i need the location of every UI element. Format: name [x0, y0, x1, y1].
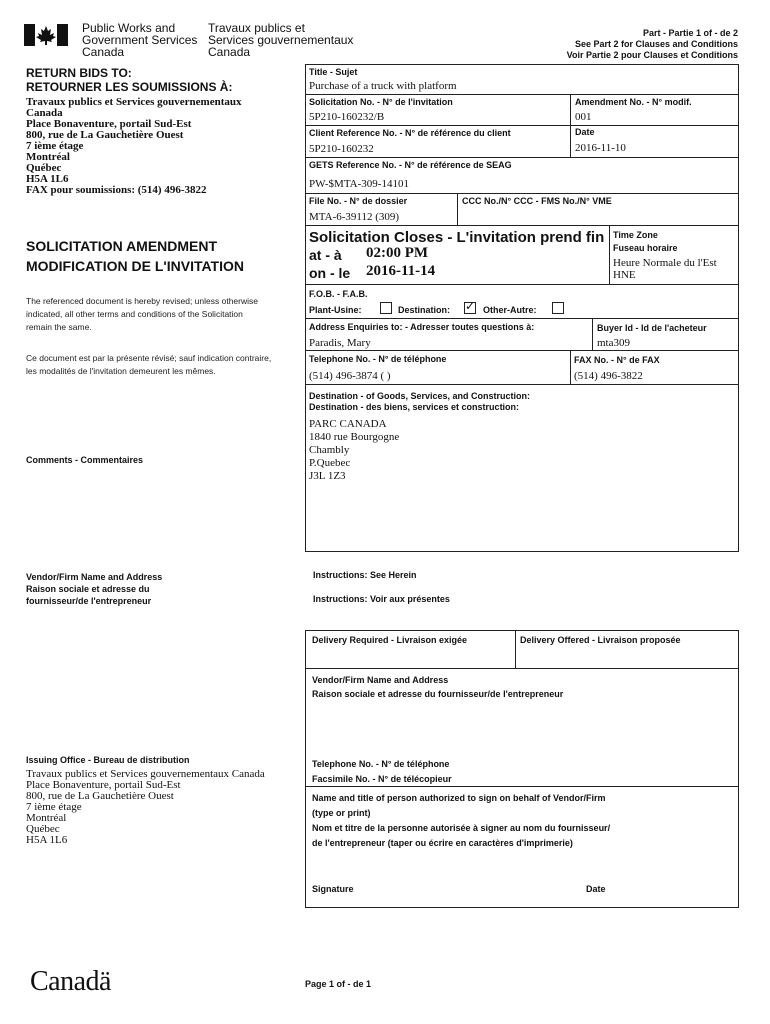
amendment-number-label: Amendment No. - N° modif. [575, 97, 692, 107]
amendment-title [26, 236, 244, 276]
solicitation-number-label: Solicitation No. - N° de l'invitation [309, 97, 453, 107]
telephone-label: Telephone No. - N° de téléphone [309, 354, 447, 364]
delivery-offered-label: Delivery Offered - Livraison proposée [520, 635, 681, 645]
dept-fr-line: Services gouvernementaux [208, 33, 354, 47]
amendment-number-value: 001 [575, 111, 592, 123]
tz-value-line: Heure Normale du l'Est [613, 257, 717, 269]
delivery-required-label: Delivery Required - Livraison exigée [312, 635, 468, 645]
signer-label-line: (type or print) [312, 808, 371, 818]
vendor-label [26, 571, 162, 607]
vendor-firm-label-line: Vendor/Firm Name and Address [312, 675, 449, 685]
dept-fr-line: Travaux publics et [208, 21, 305, 35]
fax-label: FAX No. - N° de FAX [574, 355, 660, 365]
part-line: See Part 2 for Clauses and Conditions [574, 39, 738, 49]
on-label: on - le [309, 265, 351, 281]
authorized-signer-label [312, 791, 610, 851]
address-line: 800, rue de La Gauchetière Ouest [26, 129, 184, 141]
destination-label-line: Destination - of Goods, Services, and Construction: [309, 391, 531, 401]
other-autre-checkbox[interactable] [552, 302, 564, 314]
vendor-firm-label-line: Raison sociale et adresse du fournisseur/de l'entrepreneur [312, 689, 564, 699]
note-line: les modalités de l'invitation demeurent les mêmes. [26, 366, 216, 376]
address-enquiries-label: Address Enquiries to: - Adresser toutes questions à: [309, 322, 535, 332]
address-line: Québec [26, 823, 60, 835]
address-line: Montréal [26, 151, 70, 163]
instructions-en: Instructions: See Herein [313, 570, 417, 580]
part-line: Part - Partie 1 of - de 2 [642, 28, 738, 38]
return-bids-address [26, 97, 242, 196]
address-line: Travaux publics et Services gouvernementaux [26, 96, 242, 108]
destination-label-line: Destination - des biens, services et construction: [309, 402, 520, 412]
comments-label: Comments - Commentaires [26, 455, 144, 465]
at-label: at - à [309, 247, 342, 263]
destination-checkbox[interactable] [464, 299, 476, 314]
department-name-fr [208, 22, 353, 58]
address-line: H5A 1L6 [26, 173, 69, 185]
address-line: PARC CANADA [309, 418, 387, 430]
client-reference-value: 5P210-160232 [309, 143, 374, 155]
note-line: Ce document est par la présente révisé; sauf indication contraire, [26, 353, 272, 363]
issuing-office-address [26, 769, 265, 846]
address-line: Québec [26, 162, 62, 174]
address-line: 1840 rue Bourgogne [309, 431, 400, 443]
department-name-en [82, 22, 197, 58]
return-bids-title-line: RETURN BIDS TO: [26, 66, 132, 80]
fax-value: (514) 496-3822 [574, 370, 643, 382]
page-number: Page 1 of - de 1 [305, 979, 372, 989]
solicitation-closes-title: Solicitation Closes - L'invitation prend fin [309, 229, 605, 246]
ccc-number-label: CCC No./N° CCC - FMS No./N° VME [462, 196, 612, 206]
canada-wordmark: Canadä [30, 966, 111, 997]
date-value: 2016-11-10 [575, 142, 626, 154]
dept-en-line: Canada [82, 45, 125, 59]
fob-label: F.O.B. - F.A.B. [309, 289, 368, 299]
vendor-label-line: Vendor/Firm Name and Address [26, 572, 163, 582]
destination-goods-label [309, 391, 530, 413]
amendment-title-line: SOLICITATION AMENDMENT [26, 238, 218, 254]
closing-date-value: 2016-11-14 [366, 263, 436, 279]
canada-flag-logo [24, 24, 68, 46]
issuing-office-label: Issuing Office - Bureau de distribution [26, 755, 190, 765]
address-line: J3L 1Z3 [309, 470, 346, 482]
address-line: Place Bonaventure, portail Sud-Est [26, 779, 181, 791]
signer-label-line: de l'entrepreneur (taper ou écrire en caractères d'imprimerie) [312, 838, 573, 848]
telephone-value: (514) 496-3874 ( ) [309, 370, 391, 382]
return-bids-title-line: RETOURNER LES SOUMISSIONS À: [26, 80, 233, 94]
amendment-note-fr [26, 352, 271, 378]
dept-en-line: Government Services [82, 33, 198, 47]
amendment-title-line: MODIFICATION DE L'INVITATION [26, 258, 244, 274]
return-bids-title [26, 66, 232, 94]
title-label: Title - Sujet [309, 67, 358, 77]
delivery-offered-field[interactable] [517, 648, 737, 666]
part-line: Voir Partie 2 pour Clauses et Conditions [566, 50, 738, 60]
vendor-label-line: Raison sociale et adresse du [26, 584, 150, 594]
instructions-fr: Instructions: Voir aux présentes [313, 594, 450, 604]
title-value: Purchase of a truck with platform [309, 80, 457, 92]
dept-fr-line: Canada [208, 45, 251, 59]
gets-reference-value: PW-$MTA-309-14101 [309, 178, 409, 190]
address-line: 800, rue de La Gauchetière Ouest [26, 790, 174, 802]
client-reference-label: Client Reference No. - N° de référence du client [309, 128, 511, 138]
solicitation-number-value: 5P210-160232/B [309, 111, 385, 123]
address-line: 7 ième étage [26, 140, 84, 152]
signature-date-label: Date [586, 884, 606, 894]
vendor-telephone-label: Telephone No. - N° de téléphone [312, 759, 450, 769]
delivery-required-field[interactable] [307, 648, 513, 666]
note-line: indicated, all other terms and conditions of the Solicitation [26, 309, 243, 319]
vendor-firm-field[interactable] [307, 702, 737, 752]
vendor-firm-label [312, 673, 563, 701]
file-number-value: MTA-6-39112 (309) [309, 211, 400, 223]
checkmark-icon: ✓ [465, 299, 476, 313]
note-line: remain the same. [26, 322, 92, 332]
address-line: Canada [26, 107, 63, 119]
address-line: Chambly [309, 444, 350, 456]
address-enquiries-value: Paradis, Mary [309, 337, 371, 349]
other-autre-label: Other-Autre: [483, 305, 537, 315]
signer-label-line: Name and title of person authorized to sign on behalf of Vendor/Firm [312, 793, 606, 803]
address-line: FAX pour soumissions: (514) 496-3822 [26, 184, 207, 196]
address-line: H5A 1L6 [26, 834, 68, 846]
amendment-note-en [26, 295, 258, 334]
buyer-id-label: Buyer Id - Id de l'acheteur [597, 323, 707, 333]
maple-leaf-icon [24, 24, 68, 46]
vendor-facsimile-label: Facsimile No. - N° de télécopieur [312, 774, 452, 784]
gets-reference-label: GETS Reference No. - N° de référence de SEAG [309, 160, 512, 170]
plant-usine-label: Plant-Usine: [309, 305, 362, 315]
address-line: Travaux publics et Services gouvernementaux Canada [26, 768, 265, 780]
time-zone-label [613, 229, 678, 255]
plant-usine-checkbox[interactable] [380, 302, 392, 314]
file-number-label: File No. - N° de dossier [309, 196, 408, 206]
buyer-id-value: mta309 [597, 337, 630, 349]
address-line: P.Quebec [309, 457, 351, 469]
tz-label-line: Fuseau horaire [613, 243, 678, 253]
address-line: Montréal [26, 812, 67, 824]
signature-label: Signature [312, 884, 354, 894]
time-zone-value [613, 257, 717, 281]
destination-address [309, 418, 399, 483]
address-line: Place Bonaventure, portail Sud-Est [26, 118, 192, 130]
destination-label: Destination: [398, 305, 451, 315]
vendor-label-line: fournisseur/de l'entrepreneur [26, 596, 152, 606]
dept-en-line: Public Works and [82, 21, 176, 35]
tz-label-line: Time Zone [613, 230, 658, 240]
address-line: 7 ième étage [26, 801, 82, 813]
closing-time-value: 02:00 PM [366, 245, 429, 261]
part-indicator [567, 28, 738, 61]
authorized-signer-field[interactable] [307, 852, 737, 878]
tz-value-line: HNE [613, 269, 636, 281]
note-line: The referenced document is hereby revised; unless otherwise [26, 296, 258, 306]
date-label: Date [575, 127, 595, 137]
signer-label-line: Nom et titre de la personne autorisée à signer au nom du fournisseur/ [312, 823, 611, 833]
